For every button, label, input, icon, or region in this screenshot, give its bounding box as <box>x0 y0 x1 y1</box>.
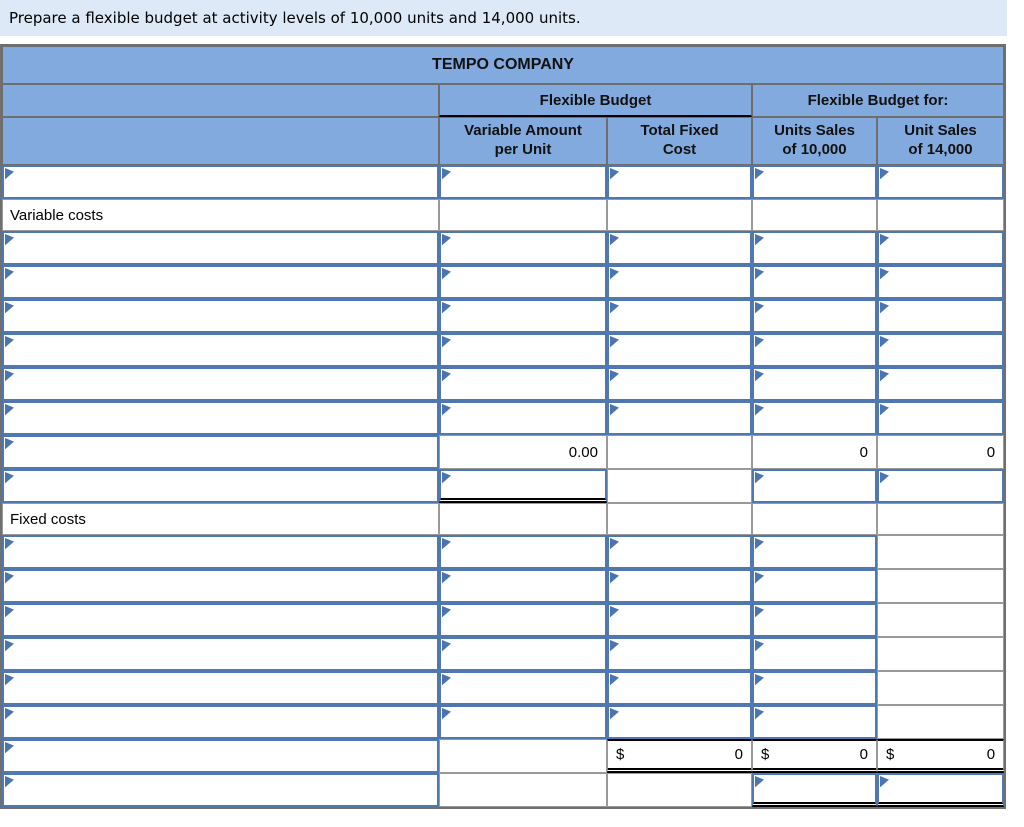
input-cell[interactable] <box>439 671 607 705</box>
input-cell[interactable] <box>752 569 877 603</box>
dropdown-flag-icon <box>755 640 764 652</box>
dropdown-flag-icon <box>5 472 14 484</box>
table-row <box>2 705 1004 739</box>
instruction-bar <box>0 0 1007 36</box>
input-cell[interactable] <box>877 469 1004 503</box>
dropdown-flag-icon <box>755 708 764 720</box>
account-title-input-cell[interactable] <box>2 469 439 503</box>
total-value: 0 <box>859 746 868 763</box>
input-cell[interactable] <box>752 603 877 637</box>
input-cell[interactable] <box>439 569 607 603</box>
flexible-budget-table <box>0 44 1006 809</box>
input-cell[interactable] <box>439 165 607 199</box>
input-cell[interactable] <box>877 401 1004 435</box>
col-header-units-sales-10000: Units Sales of 10,000 <box>752 117 877 165</box>
dropdown-flag-icon <box>755 268 764 280</box>
fixed-total-cost-cell <box>607 739 752 773</box>
empty-cell <box>607 469 752 503</box>
input-cell[interactable] <box>439 401 607 435</box>
dropdown-flag-icon <box>5 776 14 788</box>
input-cell[interactable] <box>752 637 877 671</box>
table-row <box>2 637 1004 671</box>
dropdown-flag-icon <box>610 268 619 280</box>
dropdown-flag-icon <box>5 538 14 550</box>
input-cell[interactable] <box>877 231 1004 265</box>
input-cell[interactable] <box>607 603 752 637</box>
input-cell[interactable] <box>607 165 752 199</box>
dropdown-flag-icon <box>755 234 764 246</box>
input-cell[interactable] <box>607 535 752 569</box>
dropdown-flag-icon <box>755 776 764 788</box>
dropdown-flag-icon <box>880 370 889 382</box>
account-title-input-cell[interactable] <box>2 671 439 705</box>
input-cell[interactable] <box>752 671 877 705</box>
input-cell[interactable] <box>607 367 752 401</box>
input-cell[interactable] <box>439 231 607 265</box>
input-cell[interactable] <box>607 637 752 671</box>
instruction-text: Prepare a flexible budget at activity levels of 10,000 units and 14,000 units. <box>9 9 581 27</box>
input-cell[interactable] <box>607 569 752 603</box>
table-row <box>2 469 1004 503</box>
dropdown-flag-icon <box>755 302 764 314</box>
total-value: 0 <box>734 746 743 763</box>
dropdown-flag-icon <box>442 538 451 550</box>
dropdown-flag-icon <box>610 302 619 314</box>
input-cell[interactable] <box>752 367 877 401</box>
account-title-input-cell[interactable] <box>2 435 439 469</box>
dropdown-flag-icon <box>442 302 451 314</box>
dropdown-flag-icon <box>442 168 451 180</box>
dropdown-flag-icon <box>880 404 889 416</box>
input-cell[interactable] <box>752 401 877 435</box>
dropdown-flag-icon <box>442 472 451 484</box>
col-header-unit-sales-14000: Unit Sales of 14,000 <box>877 117 1004 165</box>
dropdown-flag-icon <box>755 572 764 584</box>
dropdown-flag-icon <box>755 606 764 618</box>
dropdown-flag-icon <box>880 472 889 484</box>
input-cell[interactable] <box>607 231 752 265</box>
input-cell[interactable] <box>877 299 1004 333</box>
dropdown-flag-icon <box>880 776 889 788</box>
input-cell[interactable] <box>439 705 607 739</box>
dropdown-flag-icon <box>5 370 14 382</box>
input-cell[interactable] <box>439 367 607 401</box>
dropdown-flag-icon <box>442 336 451 348</box>
empty-cell <box>752 199 877 231</box>
input-cell[interactable] <box>607 401 752 435</box>
empty-cell <box>439 773 607 807</box>
account-title-input-cell[interactable] <box>2 739 439 773</box>
account-title-input-cell[interactable] <box>2 569 439 603</box>
account-title-input-cell[interactable] <box>2 705 439 739</box>
input-cell[interactable] <box>752 299 877 333</box>
input-cell[interactable] <box>439 333 607 367</box>
dropdown-flag-icon <box>442 268 451 280</box>
account-title-input-cell[interactable] <box>2 265 439 299</box>
dropdown-flag-icon <box>755 404 764 416</box>
variable-total-units-10000-cell: 0 <box>752 435 877 469</box>
empty-cell <box>752 503 877 535</box>
dropdown-flag-icon <box>755 370 764 382</box>
dropdown-flag-icon <box>610 370 619 382</box>
account-title-input-cell[interactable] <box>2 401 439 435</box>
input-cell[interactable] <box>607 671 752 705</box>
table-row <box>2 367 1004 401</box>
input-cell[interactable] <box>439 603 607 637</box>
input-cell[interactable] <box>752 469 877 503</box>
dropdown-flag-icon <box>610 404 619 416</box>
dropdown-flag-icon <box>442 572 451 584</box>
empty-cell <box>607 503 752 535</box>
input-cell[interactable] <box>607 265 752 299</box>
table-row <box>2 401 1004 435</box>
dropdown-flag-icon <box>880 336 889 348</box>
dropdown-flag-icon <box>442 404 451 416</box>
table-row <box>2 199 1004 231</box>
dropdown-flag-icon <box>755 168 764 180</box>
input-cell[interactable] <box>877 367 1004 401</box>
dropdown-flag-icon <box>880 268 889 280</box>
row-label-fixed-costs: Fixed costs <box>2 503 439 535</box>
account-title-input-cell[interactable] <box>2 367 439 401</box>
account-title-input-cell[interactable] <box>2 333 439 367</box>
input-cell[interactable] <box>752 535 877 569</box>
dropdown-flag-icon <box>5 336 14 348</box>
dropdown-flag-icon <box>5 168 14 180</box>
variable-total-units-14000-cell: 0 <box>877 435 1004 469</box>
dropdown-flag-icon <box>5 404 14 416</box>
input-cell[interactable] <box>752 231 877 265</box>
row-label-variable-costs: Variable costs <box>2 199 439 231</box>
header-flexible-budget-for: Flexible Budget for: <box>752 84 1004 117</box>
total-units-10000-cell <box>752 739 877 773</box>
table-row <box>2 231 1004 265</box>
table-row <box>2 299 1004 333</box>
input-cell[interactable] <box>877 773 1004 807</box>
dropdown-flag-icon <box>880 168 889 180</box>
total-value: 0 <box>986 746 996 763</box>
table-row <box>2 773 1004 807</box>
account-title-input-cell[interactable] <box>2 165 439 199</box>
input-cell[interactable] <box>607 333 752 367</box>
input-cell[interactable] <box>607 705 752 739</box>
dropdown-flag-icon <box>5 438 14 450</box>
table-row <box>2 165 1004 199</box>
account-title-input-cell[interactable] <box>2 773 439 807</box>
currency-symbol: $ <box>761 746 770 763</box>
dropdown-flag-icon <box>755 472 764 484</box>
table-row <box>2 739 1004 773</box>
empty-cell <box>877 569 1004 603</box>
currency-symbol: $ <box>616 746 625 763</box>
empty-cell <box>439 503 607 535</box>
dropdown-flag-icon <box>5 674 14 686</box>
input-cell[interactable] <box>607 299 752 333</box>
input-cell[interactable] <box>877 165 1004 199</box>
dropdown-flag-icon <box>442 606 451 618</box>
account-title-input-cell[interactable] <box>2 535 439 569</box>
table-row <box>2 671 1004 705</box>
col-header-total-fixed-cost: Total Fixed Cost <box>607 117 752 165</box>
input-cell[interactable] <box>877 333 1004 367</box>
currency-symbol: $ <box>886 746 895 763</box>
dropdown-flag-icon <box>610 674 619 686</box>
variable-total-per-unit-cell: 0.00 <box>439 435 607 469</box>
dropdown-flag-icon <box>755 674 764 686</box>
input-cell[interactable] <box>439 265 607 299</box>
account-title-input-cell[interactable] <box>2 231 439 265</box>
dropdown-flag-icon <box>880 234 889 246</box>
computed-empty-cell <box>607 435 752 469</box>
input-cell[interactable] <box>439 469 607 503</box>
dropdown-flag-icon <box>442 674 451 686</box>
input-cell[interactable] <box>752 265 877 299</box>
header-flexible-budget: Flexible Budget <box>439 84 752 117</box>
dropdown-flag-icon <box>442 708 451 720</box>
table-row <box>2 435 1004 469</box>
dropdown-flag-icon <box>610 572 619 584</box>
dropdown-flag-icon <box>442 234 451 246</box>
empty-cell <box>877 637 1004 671</box>
empty-cell <box>439 199 607 231</box>
empty-cell <box>877 535 1004 569</box>
dropdown-flag-icon <box>610 708 619 720</box>
dropdown-flag-icon <box>5 742 14 754</box>
empty-cell <box>877 671 1004 705</box>
dropdown-flag-icon <box>610 538 619 550</box>
table-row <box>2 265 1004 299</box>
table-row <box>2 603 1004 637</box>
input-cell[interactable] <box>752 773 877 807</box>
header-spacer-cell <box>2 84 439 117</box>
table-row <box>2 569 1004 603</box>
dropdown-flag-icon <box>442 640 451 652</box>
empty-cell <box>877 603 1004 637</box>
dropdown-flag-icon <box>5 572 14 584</box>
account-title-input-cell[interactable] <box>2 637 439 671</box>
table-row <box>2 535 1004 569</box>
dropdown-flag-icon <box>755 538 764 550</box>
dropdown-flag-icon <box>610 234 619 246</box>
dropdown-flag-icon <box>5 234 14 246</box>
dropdown-flag-icon <box>5 606 14 618</box>
dropdown-flag-icon <box>755 336 764 348</box>
dropdown-flag-icon <box>5 708 14 720</box>
dropdown-flag-icon <box>610 336 619 348</box>
total-units-14000-cell <box>877 739 1004 773</box>
input-cell[interactable] <box>752 333 877 367</box>
input-cell[interactable] <box>877 265 1004 299</box>
empty-cell <box>877 503 1004 535</box>
account-title-input-cell[interactable] <box>2 299 439 333</box>
input-cell[interactable] <box>752 705 877 739</box>
empty-cell <box>877 705 1004 739</box>
table-row <box>2 503 1004 535</box>
dropdown-flag-icon <box>610 606 619 618</box>
input-cell[interactable] <box>752 165 877 199</box>
account-title-input-cell[interactable] <box>2 603 439 637</box>
dropdown-flag-icon <box>610 640 619 652</box>
dropdown-flag-icon <box>5 302 14 314</box>
col-header-variable-amount-per-unit: Variable Amount per Unit <box>439 117 607 165</box>
dropdown-flag-icon <box>610 168 619 180</box>
dropdown-flag-icon <box>442 370 451 382</box>
header-spacer-cell <box>2 117 439 165</box>
input-cell[interactable] <box>439 299 607 333</box>
dropdown-flag-icon <box>5 268 14 280</box>
empty-cell <box>439 739 607 773</box>
input-cell[interactable] <box>439 637 607 671</box>
dropdown-flag-icon <box>880 302 889 314</box>
table-row <box>2 333 1004 367</box>
dropdown-flag-icon <box>5 640 14 652</box>
empty-cell <box>607 199 752 231</box>
empty-cell <box>607 773 752 807</box>
input-cell[interactable] <box>439 535 607 569</box>
empty-cell <box>877 199 1004 231</box>
table-title: TEMPO COMPANY <box>2 46 1004 84</box>
